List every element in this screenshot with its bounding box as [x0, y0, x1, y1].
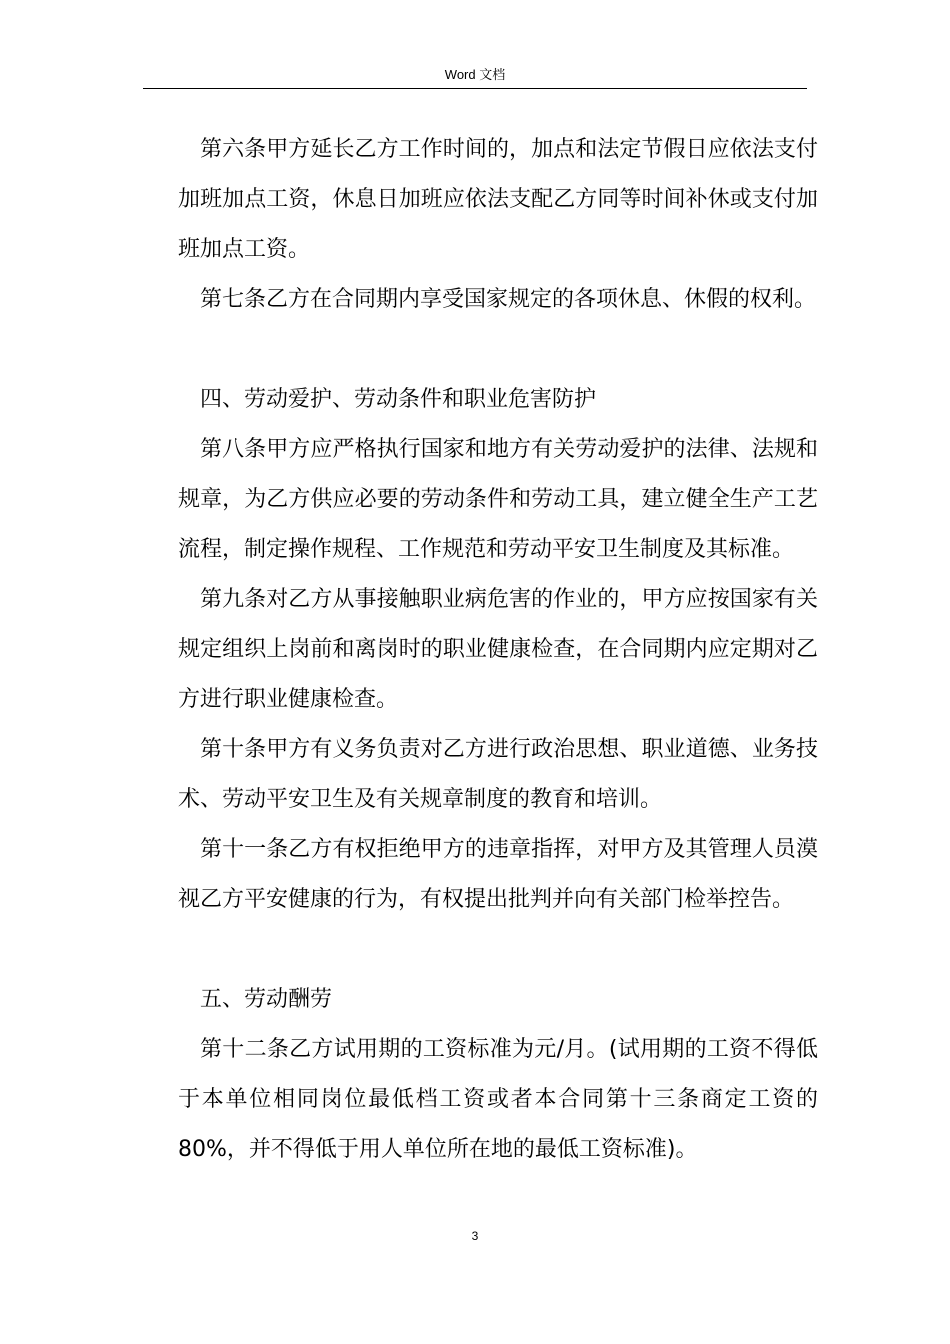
article-9-paragraph: 第九条对乙方从事接触职业病危害的作业的，甲方应按国家有关规定组织上岗前和离岗时的职业健康检查，在合同期内应定期对乙方进行职业健康检查。 [178, 587, 818, 712]
article-7-paragraph: 第七条乙方在合同期内享受国家规定的各项休息、休假的权利。 [200, 287, 817, 312]
section-4-heading: 四、劳动爱护、劳动条件和职业危害防护 [200, 387, 597, 412]
article-11-paragraph: 第十一条乙方有权拒绝甲方的违章指挥，对甲方及其管理人员漠视乙方平安健康的行为，有权提出批判并向有关部门检举控告。 [178, 837, 818, 912]
article-6-paragraph: 第六条甲方延长乙方工作时间的，加点和法定节假日应依法支付加班加点工资，休息日加班应依法支配乙方同等时间补休或支付加班加点工资。 [178, 137, 818, 262]
page-header: Word 文档 [444, 67, 506, 82]
article-10-paragraph: 第十条甲方有义务负责对乙方进行政治思想、职业道德、业务技术、劳动平安卫生及有关规章制度的教育和培训。 [178, 737, 818, 812]
header-divider [143, 88, 807, 89]
article-12-paragraph: 第十二条乙方试用期的工资标准为元/月。(试用期的工资不得低于本单位相同岗位最低档工资或者本合同第十三条商定工资的80%，并不得低于用人单位所在地的最低工资标准)。 [178, 1037, 818, 1162]
page-number: 3 [471, 1229, 479, 1243]
article-8-paragraph: 第八条甲方应严格执行国家和地方有关劳动爱护的法律、法规和规章，为乙方供应必要的劳动条件和劳动工具，建立健全生产工艺流程，制定操作规程、工作规范和劳动平安卫生制度及其标准。 [178, 437, 818, 562]
document-body [178, 125, 818, 1175]
section-5-heading: 五、劳动酬劳 [200, 987, 333, 1012]
